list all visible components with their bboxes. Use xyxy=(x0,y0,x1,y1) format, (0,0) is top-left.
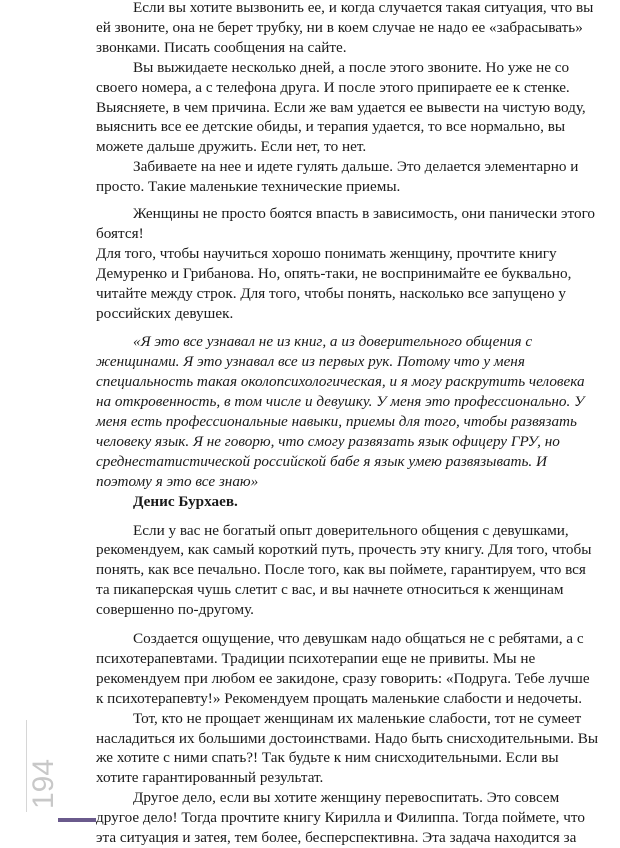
text-line: ей звоните, она не берет трубку, ни в коем случае не надо ее «забрасывать» xyxy=(96,18,583,36)
text-line: та пикаперская чушь слетит с вас, и вы начнете относиться к женщинам xyxy=(96,581,564,599)
footer-accent-bar xyxy=(58,818,96,822)
text-line: Для того, чтобы научиться хорошо понимать женщину, прочтите книгу xyxy=(96,244,557,262)
text-line: боятся! xyxy=(96,224,144,242)
text-line: Демуренко и Грибанова. Но, опять-таки, не воспринимайте ее буквально, xyxy=(96,264,572,282)
text-line: Забиваете на нее и идете гулять дальше. Это делается элементарно и xyxy=(133,158,579,176)
text-line: рекомендуем при любом ее закидоне, сразу говорить: «Подруга. Тебе лучше xyxy=(96,669,590,687)
page-number: 194 xyxy=(27,758,60,810)
quote-line: меня есть профессиональные навыки, приемы для того, чтобы развязать xyxy=(96,413,577,430)
quote-line: среднестатистической российской бабе я язык умею развязывать. И xyxy=(96,452,547,470)
text-line: хотите гарантированный результат. xyxy=(96,769,324,787)
text-line: Создается ощущение, что девушкам надо общаться не с ребятами, а с xyxy=(133,630,584,647)
text-line: Женщины не просто боятся впасть в зависимость, они панически этого xyxy=(133,205,596,222)
text-line: выяснить все ее детские обиды, и терапия удается, то все нормально, вы xyxy=(96,118,566,136)
quote-author: Денис Бурхаев. xyxy=(133,492,238,510)
text-line: Если у вас не богатый опыт доверительного общения с девушками, xyxy=(133,521,569,539)
quote-line: на откровенность, в том числе и девушку. У меня это профессионально. У xyxy=(96,393,585,411)
quote-line: поэтому я это все знаю» xyxy=(96,472,259,490)
quote-line: специальность такая околопсихологическая, и я могу раскрутить человека xyxy=(96,373,585,391)
text-line: эта ситуация и затея, тем более, бесперспективна. Эта задача находится за xyxy=(96,829,577,846)
text-line: можете дальше дружить. Если нет, то нет. xyxy=(96,138,367,156)
text-line: насладиться их большими достоинствами. Надо быть снисходительными. Вы xyxy=(96,729,599,747)
text-line: к психотерапевту!» Рекомендуем прощать маленькие слабости и недочеты. xyxy=(96,689,582,707)
text-line: Вы выжидаете несколько дней, а после этого звоните. Но уже не со xyxy=(133,58,570,76)
text-line: своего номера, а с телефона друга. И после этого припираете ее к стенке. xyxy=(96,78,570,96)
text-line: Если вы хотите вызвонить ее, и когда случается такая ситуация, что вы xyxy=(133,0,594,16)
quote-line: человеку язык. Я не говорю, что смогу развязать язык офицеру ГРУ, но xyxy=(96,432,560,450)
text-line: совершенно по-другому. xyxy=(96,601,254,619)
text-line: звонками. Писать сообщения на сайте. xyxy=(96,38,347,56)
text-line: психотерапевтами. Традиции психотерапии еще не привиты. Мы не xyxy=(96,649,536,667)
text-line: Тот, кто не прощает женщинам их маленькие слабости, тот не сумеет xyxy=(133,709,582,727)
text-line: другое дело! Тогда прочтите книгу Кирилла и Филиппа. Тогда поймете, что xyxy=(96,809,585,827)
text-line: просто. Такие маленькие технические приемы. xyxy=(96,178,401,196)
text-line: понять, как все печально. После того, как вы поймете, гарантируем, что вся xyxy=(96,561,586,579)
text-line: же хотите с ними спать?! Так будьте к ним снисходительными. Если вы xyxy=(96,749,559,767)
quote-line: женщинами. Я это узнавал все из первых рук. Потому что у меня xyxy=(96,353,525,371)
quote-line: «Я это все узнавал не из книг, а из доверительного общения с xyxy=(133,333,533,351)
text-line: российских девушек. xyxy=(96,304,234,322)
text-line: читайте между строк. Для того, чтобы понять, насколько все запущено у xyxy=(96,284,566,302)
text-line: Выясняете, в чем причина. Если же вам удается ее вывести на чистую воду, xyxy=(96,98,586,116)
text-line: Другое дело, если вы хотите женщину перевоспитать. Это совсем xyxy=(133,789,560,807)
text-line: рекомендуем, как самый короткий путь, прочесть эту книгу. Для того, чтобы xyxy=(96,541,592,559)
